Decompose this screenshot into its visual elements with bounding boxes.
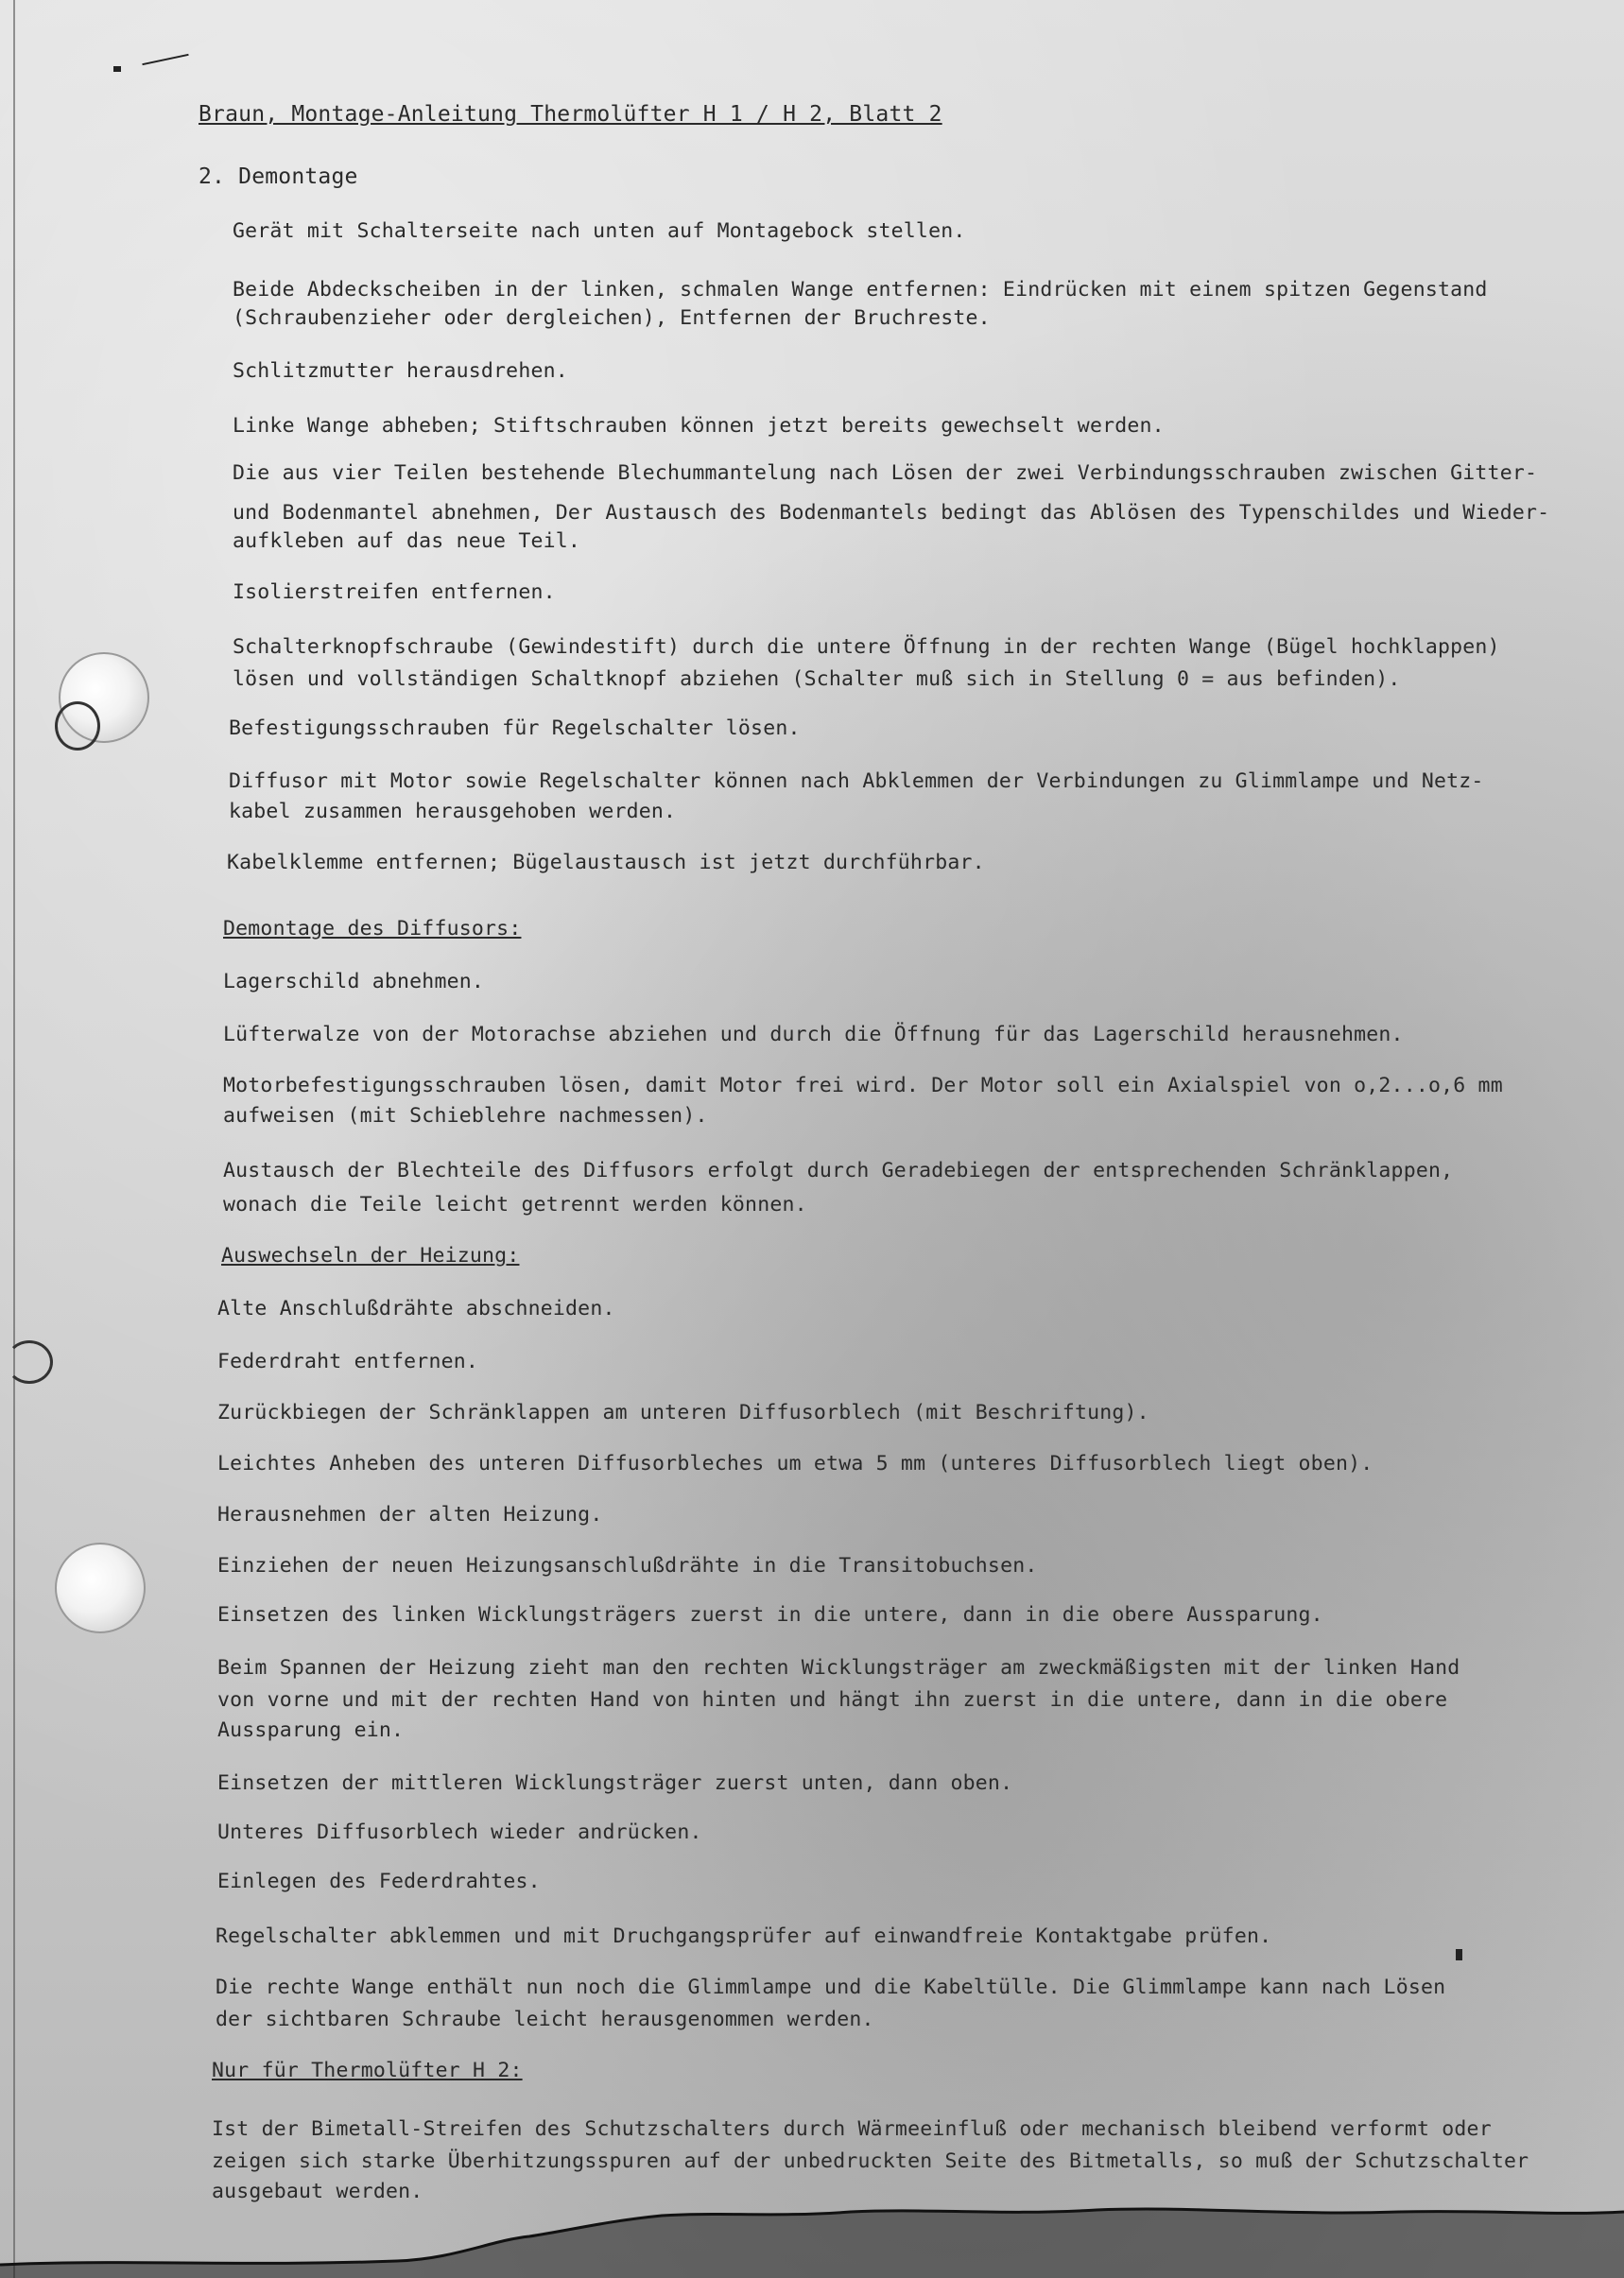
text-line: Schalterknopfschraube (Gewindestift) durch die untere Öffnung in der rechten Wange (Bügel hochklappen)	[233, 635, 1500, 659]
text-line: Beim Spannen der Heizung zieht man den rechten Wicklungsträger am zweckmäßigsten mit der linken Hand	[217, 1656, 1460, 1680]
text-line: Leichtes Anheben des unteren Diffusorbleches um etwa 5 mm (unteres Diffusorblech liegt oben).	[217, 1452, 1373, 1476]
text-line: Regelschalter abklemmen und mit Druchgangsprüfer auf einwandfreie Kontaktgabe prüfen.	[216, 1924, 1272, 1948]
text-line: Die aus vier Teilen bestehende Blechummantelung nach Lösen der zwei Verbindungsschrauben zwischen Gitter-	[233, 461, 1538, 485]
text-line: Linke Wange abheben; Stiftschrauben können jetzt bereits gewechselt werden.	[233, 414, 1165, 438]
subsection-heading: Nur für Thermolüfter H 2:	[212, 2059, 523, 2082]
torn-bottom-edge	[0, 2174, 1624, 2278]
text-line: (Schraubenzieher oder dergleichen), Entfernen der Bruchreste.	[233, 306, 991, 330]
text-line: von vorne und mit der rechten Hand von hinten und hängt ihn zuerst in die untere, dann in die obere	[217, 1688, 1448, 1712]
section-title: 2. Demontage	[199, 164, 358, 189]
text-line: Zurückbiegen der Schränklappen am unteren Diffusorblech (mit Beschriftung).	[217, 1401, 1149, 1424]
text-line: Unteres Diffusorblech wieder andrücken.	[217, 1821, 702, 1844]
text-line: der sichtbaren Schraube leicht herausgenommen werden.	[216, 2008, 874, 2031]
text-line: lösen und vollständigen Schaltknopf abziehen (Schalter muß sich in Stellung 0 = aus befinden).	[233, 667, 1401, 691]
text-line: Schlitzmutter herausdrehen.	[233, 359, 568, 383]
text-line: Einsetzen der mittleren Wicklungsträger zuerst unten, dann oben.	[217, 1771, 1013, 1795]
text-line: wonach die Teile leicht getrennt werden können.	[223, 1193, 807, 1217]
text-line: Befestigungsschrauben für Regelschalter lösen.	[229, 716, 801, 740]
text-line: Diffusor mit Motor sowie Regelschalter können nach Abklemmen der Verbindungen zu Glimmlampe und Netz-	[229, 769, 1484, 793]
text-line: Die rechte Wange enthält nun noch die Glimmlampe und die Kabeltülle. Die Glimmlampe kann nach Lösen	[216, 1976, 1446, 1999]
text-line: und Bodenmantel abnehmen, Der Austausch des Bodenmantels bedingt das Ablösen des Typenschildes und Wieder-	[233, 501, 1550, 525]
page-header: Braun, Montage-Anleitung Thermolüfter H 1 / H 2, Blatt 2	[199, 102, 942, 127]
text-line: Herausnehmen der alten Heizung.	[217, 1503, 603, 1527]
text-line: Isolierstreifen entfernen.	[233, 580, 556, 604]
subsection-heading: Auswechseln der Heizung:	[221, 1244, 520, 1268]
text-line: kabel zusammen herausgehoben werden.	[229, 800, 677, 823]
text-line: Einziehen der neuen Heizungsanschlußdrähte in die Transitobuchsen.	[217, 1554, 1038, 1578]
text-line: aufkleben auf das neue Teil.	[233, 529, 581, 553]
text-line: Lagerschild abnehmen.	[223, 970, 485, 993]
text-line: Austausch der Blechteile des Diffusors erfolgt durch Geradebiegen der entsprechenden Schränklappen,	[223, 1159, 1454, 1182]
text-line: ausgebaut werden.	[212, 2180, 423, 2203]
text-line: Alte Anschlußdrähte abschneiden.	[217, 1297, 615, 1320]
text-line: Gerät mit Schalterseite nach unten auf Montagebock stellen.	[233, 219, 966, 243]
text-line: Aussparung ein.	[217, 1718, 405, 1742]
text-line: Beide Abdeckscheiben in der linken, schmalen Wange entfernen: Eindrücken mit einem spitzen Gegenstand	[233, 278, 1488, 302]
text-line: aufweisen (mit Schieblehre nachmessen).	[223, 1104, 708, 1128]
text-line: zeigen sich starke Überhitzungsspuren auf der unbedruckten Seite des Bitmetalls, so muß der Schutzschalter	[212, 2149, 1529, 2173]
text-line: Kabelklemme entfernen; Bügelaustausch ist jetzt durchführbar.	[227, 851, 985, 874]
text-line: Motorbefestigungsschrauben lösen, damit Motor frei wird. Der Motor soll ein Axialspiel von o,2...o,6 mm	[223, 1074, 1503, 1097]
subsection-heading: Demontage des Diffusors:	[223, 917, 522, 941]
text-line: Ist der Bimetall-Streifen des Schutzschalters durch Wärmeeinfluß oder mechanisch bleibend verformt oder	[212, 2117, 1492, 2141]
text-line: Lüfterwalze von der Motorachse abziehen und durch die Öffnung für das Lagerschild herausnehmen.	[223, 1023, 1404, 1046]
text-line: Einsetzen des linken Wicklungsträgers zuerst in die untere, dann in die obere Aussparung.	[217, 1603, 1323, 1627]
text-line: Einlegen des Federdrahtes.	[217, 1870, 541, 1893]
text-line: Federdraht entfernen.	[217, 1350, 479, 1373]
